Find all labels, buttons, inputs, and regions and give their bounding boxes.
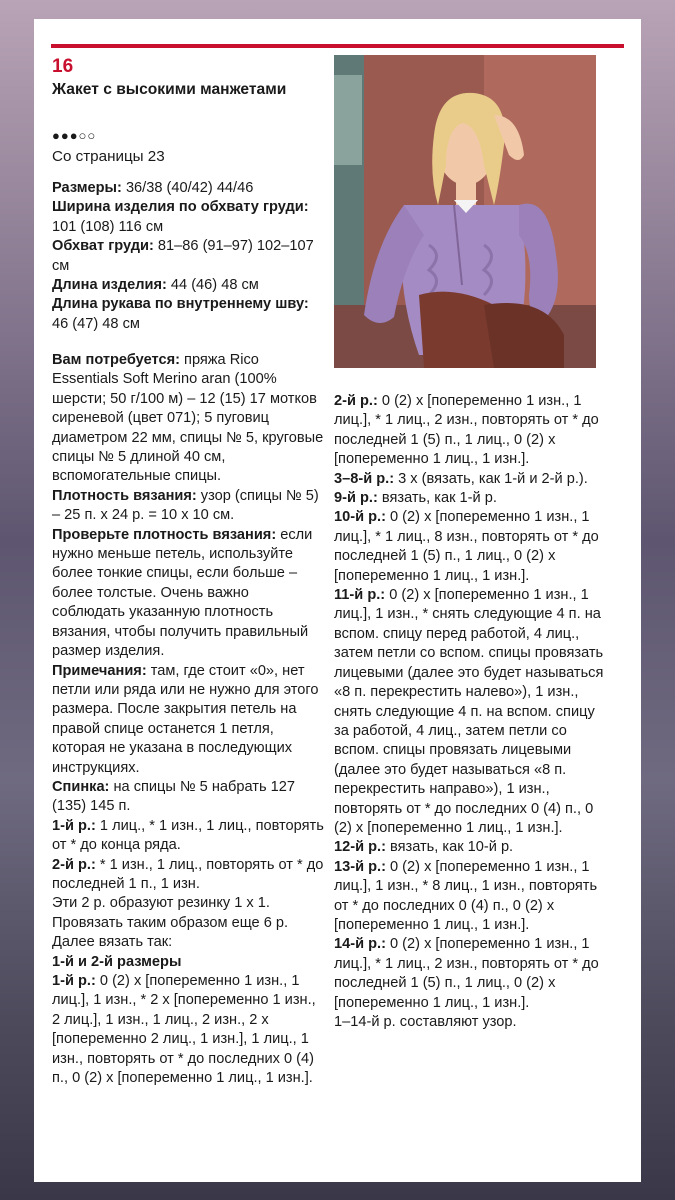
header-rule [51,44,624,48]
pattern-row1-text: 0 (2) х [попеременно 1 изн., 1 лиц.], 1 изн., * 2 х [попеременно 1 изн., 2 лиц.], 1 изн., 1 лиц., 2 изн., 2 х [попеременно 2 лиц., 1 изн.], 1 лиц., 1 изн., повторять от * до последних 0 (4) п., 0 (2) х [попеременно 1 лиц., 1 изн.]. [52,973,316,1087]
bust-label: Обхват груди: [52,238,154,255]
check-paragraph [52,526,324,662]
row2-label: 2-й р.: [52,856,96,873]
width-paragraph [52,198,324,237]
row1-text: 1 лиц., * 1 изн., 1 лиц., повторять от * до конца ряда. [52,817,324,854]
pattern-row1-label: 1-й р.: [52,973,96,989]
sizes-paragraph [52,179,324,198]
row-10-label: 10-й р.: [334,509,386,526]
materials-label: Вам потребуется: [52,352,180,368]
row-12-label: 12-й р.: [334,839,386,856]
length-paragraph [52,276,324,295]
pattern-title: Жакет с высокими манжетами [52,81,287,98]
row-10-paragraph [334,508,609,586]
notes-paragraph [52,662,324,778]
row-11-paragraph [334,586,609,838]
length-text: 44 (46) 48 см [166,277,259,294]
woman-in-lilac-cardigan-image [334,55,596,368]
row-13-text: 0 (2) х [попеременно 1 изн., 1 лиц.], 1 изн., * 8 лиц., 1 изн., повторять от * до последних 0 (4) п., 0 (2) х [попеременно 1 лиц., 1 изн.]. [334,858,598,933]
back-paragraph [52,778,324,817]
row-14-paragraph [334,935,609,1013]
pattern-row1-paragraph [52,972,324,1088]
sleeve-label: Длина рукава по внутреннему шву: [52,296,309,313]
rib-paragraph: Эти 2 р. образуют резинку 1 х 1. Провязать таким образом еще 6 р. Далее вязать так: [52,895,289,951]
row1-paragraph [52,817,324,856]
row-9-paragraph [334,489,609,508]
width-label: Ширина изделия по обхвату груди: [52,199,309,216]
gauge-paragraph [52,487,324,526]
sizes-block [52,179,324,334]
row1-label: 1-й р.: [52,817,96,834]
width-text: 101 (108) 116 см [52,218,164,235]
sleeve-paragraph [52,295,324,334]
row-14-label: 14-й р.: [334,936,386,953]
row-11-text: 0 (2) х [попеременно 1 изн., 1 лиц.], 1 изн., * снять следующие 4 п. на вспом. спицу перед работой, 4 лиц., затем петли со вспом. спицы провязать лицевыми (далее это будет называться «8 п. перекрестить налево»), 1 изн., снять следующие 4 п. на вспом. спицу за работой, 4 лиц., затем петли со вспом. спицы провязать лицевыми (далее это будет называться «8 п. перекрестить направо»), 1 изн., повторять от * до последних 0 (4) п., 0 (2) х [попеременно 1 лиц., 1 изн.]. [334,587,604,836]
length-label: Длина изделия: [52,277,167,294]
row-9-text: вязать, как 1-й р. [377,490,497,507]
materials-paragraph [52,351,324,487]
check-label: Проверьте плотность вязания: [52,526,277,543]
pattern-summary: 1–14-й р. составляют узор. [334,1014,517,1030]
sizes12-label: 1-й и 2-й размеры [52,953,182,970]
back-label: Спинка: [52,778,110,795]
model-photo [334,55,596,368]
row-11-label: 11-й р.: [334,587,386,604]
source-page: Со страницы 23 [52,148,165,165]
row-9-label: 9-й р.: [334,490,378,507]
row-10-text: 0 (2) х [попеременно 1 изн., 1 лиц.], * 1 лиц., 8 изн., повторять от * до последней 1 (5) п., 1 лиц., 0 (2) х [попеременно 1 лиц., 1 изн.]. [334,509,599,584]
row-14-text: 0 (2) х [попеременно 1 изн., 1 лиц.], * 1 лиц., 2 изн., повторять от * до последней 1 (5) п., 1 лиц., 0 (2) х [попеременно 1 лиц., 1 изн.]. [334,936,599,1011]
pattern-number: 16 [52,56,74,77]
row-13-paragraph [334,858,609,936]
row2-paragraph [52,856,324,895]
row-12-text: вязать, как 10-й р. [385,839,514,856]
materials-text: пряжа Rico Essentials Soft Merino aran (100% шерсти; 50 г/100 м) – 12 (15) 17 мотков сиреневой (цвет 071); 5 пуговиц диаметром 22 мм, спицы № 5, круговые спицы № 5 длиной 40 см, вспомогательные спицы. [52,352,324,485]
row-2-text: 0 (2) х [попеременно 1 изн., 1 лиц.], * 1 лиц., 2 изн., повторять от * до последней 1 (5) п., 1 лиц., 0 (2) х [попеременно 1 лиц., 1 изн.]. [334,393,599,468]
bust-paragraph [52,237,324,276]
instructions-right-column [334,392,609,1032]
row-2-label: 2-й р.: [334,393,378,409]
check-text: если нужно меньше петель, используйте более тонкие спицы, если больше – более толстые. Очень важно соблюдать указанную плотность вязания, чтобы получить правильный размер изделия. [52,526,313,660]
row-13-label: 13-й р.: [334,858,386,875]
instructions-left-column [52,351,324,1088]
sizes12-heading [52,953,324,972]
row2-text: * 1 изн., 1 лиц., повторять от * до последней 1 п., 1 изн. [52,856,324,892]
difficulty-rating: ●●●○○ [52,128,97,143]
notes-text: там, где стоит «0», нет петли или ряда или не нужно для этого размера. После закрытия петель на правой спице останется 1 петля, которая не указана в последующих инструкциях. [52,662,319,776]
sizes-text: 36/38 (40/42) 44/46 [121,180,254,196]
back-text: на спицы № 5 набрать 127 (135) 145 п. [52,778,295,815]
gauge-label: Плотность вязания: [52,487,197,504]
row-12-paragraph [334,838,609,857]
bust-text: 81–86 (91–97) 102–107 см [52,238,314,274]
notes-label: Примечания: [52,662,147,679]
row-3-8-text: 3 х (вязать, как 1-й и 2-й р.). [394,470,588,487]
magazine-page [34,19,641,1182]
row-3-8-paragraph [334,470,609,489]
gauge-text: узор (спицы № 5) – 25 п. х 24 р. = 10 х 10 см. [52,487,319,524]
row-3-8-label: 3–8-й р.: [334,470,395,487]
sizes-label: Размеры: [52,180,122,196]
row-2-paragraph [334,392,609,470]
sleeve-text: 46 (47) 48 см [52,315,140,332]
